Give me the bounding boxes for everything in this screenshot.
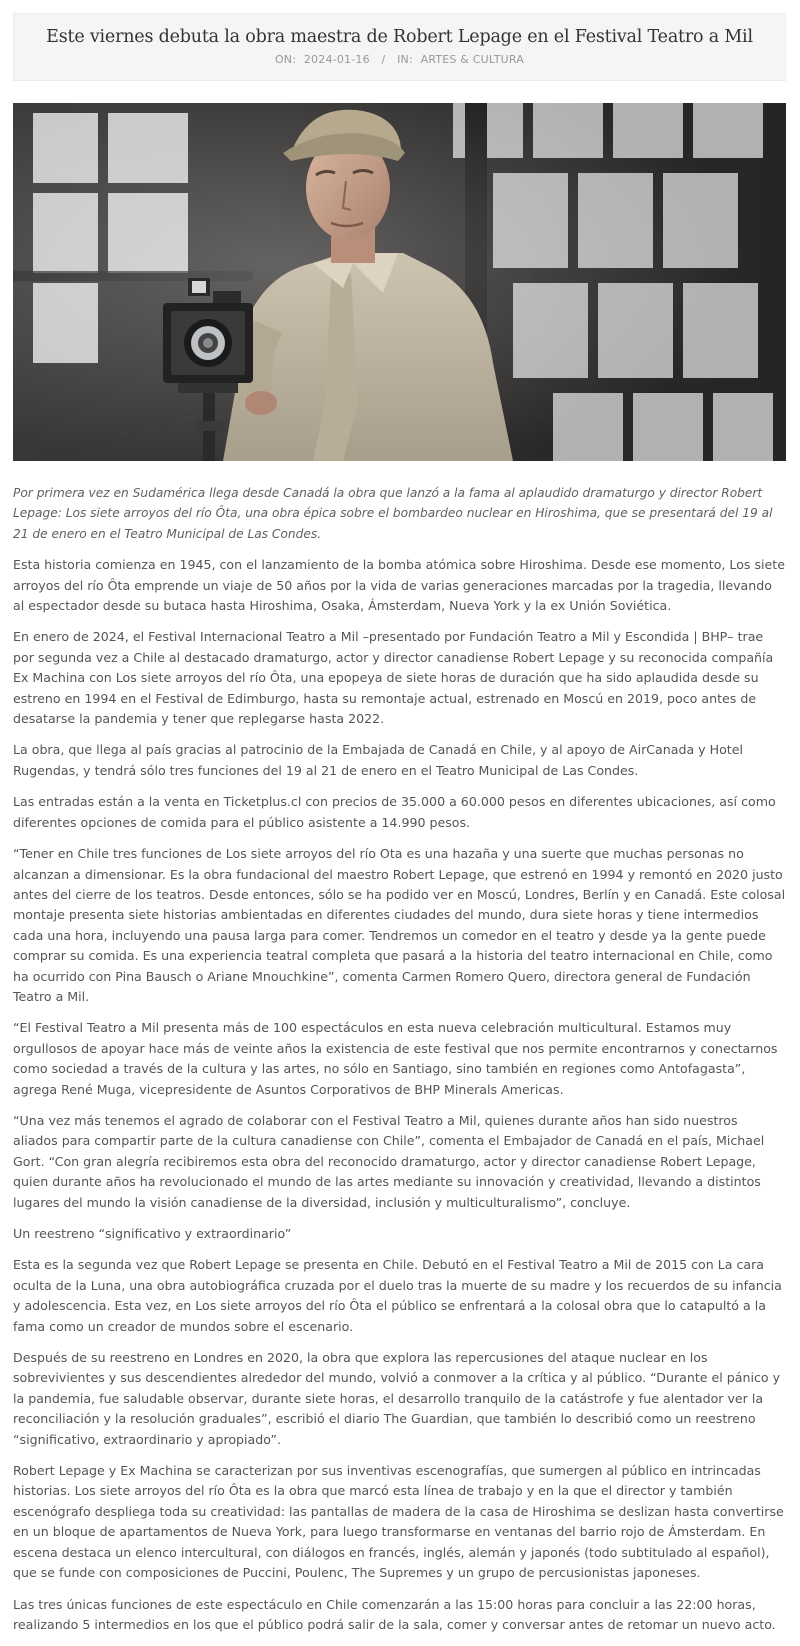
paragraph: La obra, que llega al país gracias al patrocinio de la Embajada de Canadá en Chile, y al apoyo de AirCanada y Hotel Rugendas, y tendrá sólo tres funciones del 19 al 21 de enero en el Teatro Municipal de Las Condes.	[13, 742, 743, 778]
paragraph: Esta es la segunda vez que Robert Lepage se presenta en Chile. Debutó en el Festival Teatro a Mil de 2015 con La cara oculta de la Luna, una obra autobiográfica cruzada por el duelo tras la muerte de su madre y los recuerdos de su infancia y adolescencia. Esta vez, en Los siete arroyos del río Ôta el público se enfrentará a la colosal obra que lo catapultó a la fama como un creador de mundos sobre el escenario.	[13, 1257, 782, 1334]
featured-image	[13, 103, 786, 461]
paragraph: “Tener en Chile tres funciones de Los siete arroyos del río Ota es una hazaña y una suerte que muchas personas no alcanzan a dimensionar. Es la obra fundacional del maestro Robert Lepage, que estrenó en 1994 y remontó en 2020 justo antes del cierre de los teatros. Desde entonces, sólo se ha podido ver en Moscú, Londres, Berlín y en Canadá. Este colosal montaje presenta siete historias ambientadas en diferentes ciudades del mundo, dura siete horas y tiene intermedios cada una hora, incluyendo una pausa larga para comer. Tendremos un comedor en el teatro y desde ya la gente puede comprar su comida. Es una experiencia teatral completa que pasará a la historia del teatro internacional en Chile, como ha ocurrido con Pina Bausch o Ariane Mnouchkine”, comenta Carmen Romero Quero, directora general de Fundación Teatro a Mil.	[13, 846, 786, 1004]
meta-category-link[interactable]: ARTES & CULTURA	[420, 52, 525, 66]
meta-in-label: IN:	[397, 52, 413, 66]
paragraph: Robert Lepage y Ex Machina se caracterizan por sus inventivas escenografías, que sumergen al público en intrincadas historias. Los siete arroyos del río Ôta es la obra que marcó esta línea de trabajo y en la que el director y también escenógrafo despliega toda su creatividad: las pantallas de madera de la casa de Hiroshima se deslizan hasta convertirse en un bloque de apartamentos de Nueva York, para luego transformarse en ventanas del barrio rojo de Ámsterdam. En escena destaca un elenco intercultural, con diálogos en francés, inglés, alemán y japonés (todo subtitulado al español), que se funde con composiciones de Puccini, Poulenc, The Supremes y un grupo de percusionistas japoneses.	[13, 1463, 784, 1581]
paragraph: Esta historia comienza en 1945, con el lanzamiento de la bomba atómica sobre Hiroshima. Desde ese momento, Los siete arroyos del río Ôta emprende un viaje de 50 años por la vida de varias generaciones marcadas por la tragedia, llevando al espectador desde su butaca hasta Hiroshima, Osaka, Ámsterdam, Nueva York y la ex Unión Soviética.	[13, 557, 785, 614]
article-title: Este viernes debuta la obra maestra de Robert Lepage en el Festival Teatro a Mil	[46, 27, 753, 47]
featured-photo	[13, 103, 786, 461]
paragraph: Las tres únicas funciones de este espectáculo en Chile comenzarán a las 15:00 horas para concluir a las 22:00 horas, realizando 5 intermedios en los que el público podrá salir de la sala, comer y conversar antes de retomar un nuevo acto.	[13, 1596, 776, 1632]
paragraph: Después de su reestreno en Londres en 2020, la obra que explora las repercusiones del ataque nuclear en los sobrevivientes y sus descendientes alrededor del mundo, volvió a conmover a la crítica y al público. “Durante el pánico y la pandemia, fue saludable observar, durante siete horas, el desarrollo tranquilo de la catástrofe y fue alentador ver la reconciliación y la resolución graduales”, escribió el diario The Guardian, que también lo describió como un reestreno “significativo, extraordinario y apropiado”.	[13, 1350, 781, 1447]
paragraph: “El Festival Teatro a Mil presenta más de 100 espectáculos en esta nueva celebración multicultural. Estamos muy orgullosos de apoyar hace más de veinte años la existencia de este festival que nos permite encontrarnos y conectarnos como sociedad a través de la cultura y las artes, no sólo en Santiago, sino también en regiones como Antofagasta”, agrega René Muga, vicepresidente de Asuntos Corporativos de BHP Minerals Americas.	[13, 1020, 778, 1097]
article-intro: Por primera vez en Sudamérica llega desde Canadá la obra que lanzó a la fama al aplaudido dramaturgo y director Robert Lepage: Los siete arroyos del río Ôta, una obra épica sobre el bombardeo nuclear en Hiroshima, que se presentará del 19 al 21 de enero en el Teatro Municipal de Las Condes.	[13, 486, 773, 541]
section-subheading: Un reestreno “significativo y extraordinario”	[13, 1226, 292, 1241]
paragraph: En enero de 2024, el Festival Internacional Teatro a Mil –presentado por Fundación Teatro a Mil y Escondida | BHP– trae por segunda vez a Chile al destacado dramaturgo, actor y director canadiense Robert Lepage y su reconocida compañía Ex Machina con Los siete arroyos del río Ôta, una epopeya de siete horas de duración que ha sido aplaudida desde su estreno en 1994 en el Festival de Edimburgo, hasta su remontaje actual, estrenado en Moscú en 2019, poco antes de desatarse la pandemia y tener que replegarse hasta 2022.	[13, 629, 774, 727]
article-body	[13, 483, 786, 1646]
paragraph: “Una vez más tenemos el agrado de colaborar con el Festival Teatro a Mil, quienes durante años han sido nuestros aliados para compartir parte de la cultura canadiense con Chile”, comenta el Embajador de Canadá en el país, Michael Gort. “Con gran alegría recibiremos esta obra del reconocido dramaturgo, actor y director canadiense Robert Lepage, quien durante años ha revolucionado el mundo de las artes mediante su innovación y creatividad, llevando a distintos lugares del mundo la visión canadiense de la diversidad, inclusión y multiculturalismo”, concluye.	[13, 1112, 765, 1210]
article-header	[13, 13, 786, 81]
meta-separator: /	[381, 52, 386, 66]
meta-on-label: ON:	[274, 52, 297, 66]
article-meta	[14, 53, 785, 66]
paragraph: Las entradas están a la venta en Ticketplus.cl con precios de 35.000 a 60.000 pesos en diferentes ubicaciones, así como diferentes opciones de comida para el público asistente a 14.990 pesos.	[13, 794, 776, 830]
meta-date: 2024-01-16	[303, 52, 370, 66]
